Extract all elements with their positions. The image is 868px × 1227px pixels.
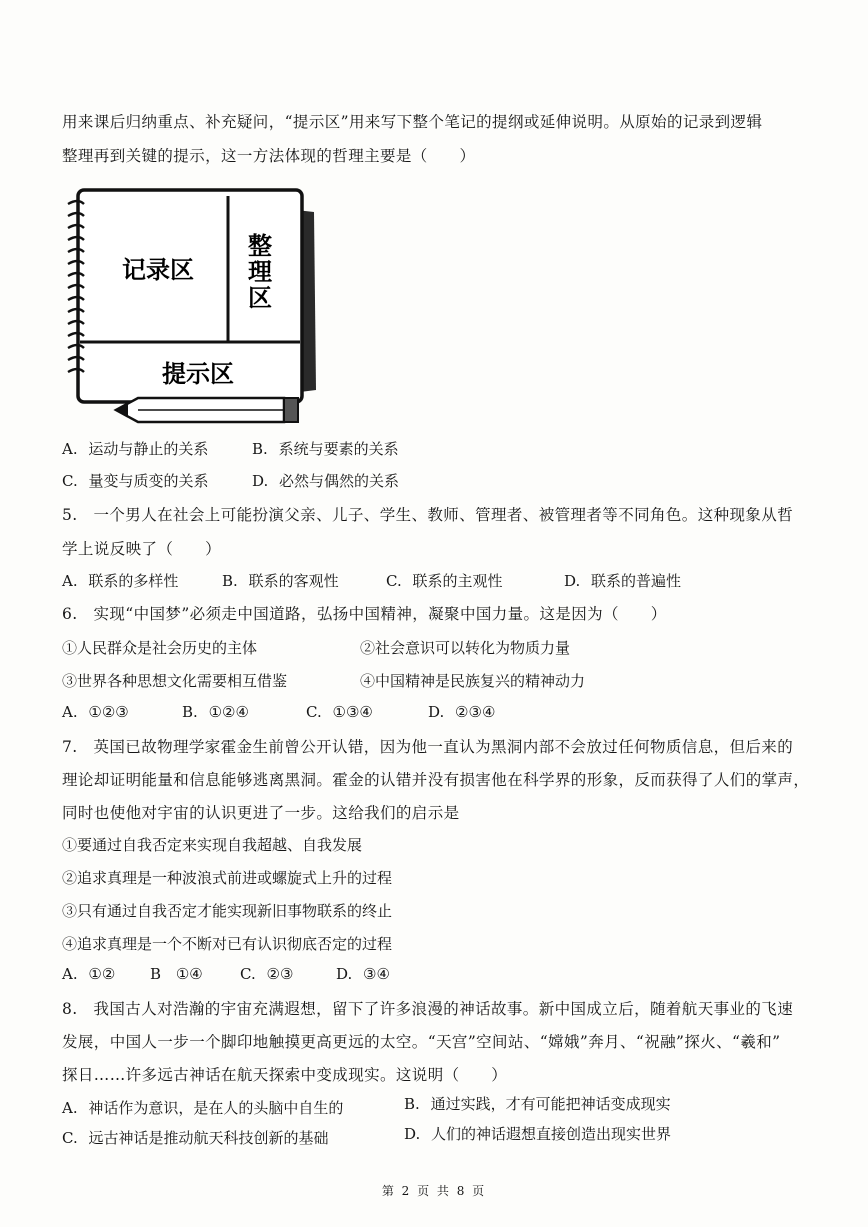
q4-option-b[interactable] — [252, 438, 399, 459]
q7-option-d[interactable] — [336, 965, 390, 983]
q6-option-d-text: ②③④ — [455, 703, 496, 721]
q5-option-a-text: 联系的多样性 — [88, 572, 179, 590]
page-footer: 第 2 页 共 8 页 — [381, 1184, 487, 1198]
intro-line-2: 整理再到关键的提示，这一方法体现的哲理主要是（ ） — [62, 147, 476, 165]
q4-option-b-text: 系统与要素的关系 — [278, 440, 399, 458]
q8-stem-line-3: 探日……许多远古神话在航天探索中变成现实。这说明（ ） — [62, 1066, 508, 1084]
q8-option-a-letter: A. — [62, 1099, 78, 1117]
q6-option-b-text: ①②④ — [208, 703, 249, 721]
q8-stem-line-2: 发展，中国人一步一个脚印地触摸更高更远的太空。“天宫”空间站、“嫦娥”奔月、“祝融”探火、“羲和” — [62, 1033, 781, 1051]
q4-option-b-letter: B. — [252, 440, 268, 458]
q5-option-d-text: 联系的普遍性 — [591, 572, 682, 590]
q6-stem-line-1: 6. 实现“中国梦”必须走中国道路，弘扬中国精神，凝聚中国力量。这是因为（ ） — [62, 605, 667, 623]
q7-item-3: ③只有通过自我否定才能实现新旧事物联系的终止 — [62, 902, 393, 920]
cornell-notebook-figure — [58, 182, 326, 428]
q7-item-2: ②追求真理是一种波浪式前进或螺旋式上升的过程 — [62, 869, 393, 887]
q7-option-d-text: ③④ — [363, 965, 390, 983]
q5-option-c-letter: C. — [386, 572, 402, 590]
q7-option-d-letter: D. — [336, 965, 353, 983]
q6-item-3: ③世界各种思想文化需要相互借鉴 — [62, 672, 288, 690]
q7-stem-line-2: 理论却证明能量和信息能够逃离黑洞。霍金的认错并没有损害他在科学界的形象，反而获得了人们的掌声， — [62, 771, 810, 789]
q5-stem-line-2: 学上说反映了（ ） — [62, 540, 222, 558]
q7-option-a-text: ①② — [88, 965, 116, 983]
q5-option-a[interactable] — [62, 570, 178, 591]
q5-option-d-letter: D. — [564, 572, 581, 590]
q7-option-a[interactable] — [62, 965, 115, 983]
q4-option-c-letter: C. — [62, 472, 78, 490]
q5-option-d[interactable] — [564, 570, 681, 591]
q7-item-4: ④追求真理是一个不断对已有认识彻底否定的过程 — [62, 935, 393, 953]
q4-option-c-text: 量变与质变的关系 — [88, 472, 209, 490]
q7-option-c-letter: C. — [240, 965, 256, 983]
q7-option-a-letter: A. — [62, 965, 78, 983]
q8-option-c-letter: C. — [62, 1129, 78, 1147]
q4-option-c[interactable] — [62, 470, 209, 491]
q6-option-a-text: ①②③ — [88, 703, 129, 721]
q4-option-d-text: 必然与偶然的关系 — [279, 472, 400, 490]
q6-option-d-letter: D. — [428, 703, 445, 721]
q6-option-a-letter: A. — [62, 703, 78, 721]
q6-option-c-letter: C. — [306, 703, 322, 721]
q4-option-a-text: 运动与静止的关系 — [88, 440, 209, 458]
hint-area-label: 提示区 — [162, 360, 234, 388]
q5-option-b-text: 联系的客观性 — [248, 572, 339, 590]
q7-option-b[interactable] — [150, 965, 203, 983]
q8-stem-line-1: 8. 我国古人对浩瀚的宇宙充满遐想，留下了许多浪漫的神话故事。新中国成立后，随着航天事业的飞速 — [62, 1000, 794, 1018]
q6-item-1: ①人民群众是社会历史的主体 — [62, 639, 258, 657]
q5-option-a-letter: A. — [62, 572, 78, 590]
q7-option-c[interactable] — [240, 965, 293, 983]
q7-item-1: ①要通过自我否定来实现自我超越、自我发展 — [62, 836, 363, 854]
organize-area-char-3: 区 — [248, 284, 272, 312]
q8-option-d-text: 人们的神话遐想直接创造出现实世界 — [431, 1125, 672, 1143]
q6-option-c-text: ①③④ — [332, 703, 373, 721]
q8-option-b-letter: B. — [404, 1095, 420, 1113]
q8-option-c[interactable] — [62, 1127, 329, 1148]
spiral-binding — [68, 201, 84, 372]
q8-option-a-text: 神话作为意识，是在人的头脑中自生的 — [88, 1099, 344, 1117]
q6-item-4: ④中国精神是民族复兴的精神动力 — [360, 672, 586, 690]
q8-option-b[interactable] — [404, 1093, 671, 1114]
q5-stem-line-1: 5. 一个男人在社会上可能扮演父亲、儿子、学生、教师、管理者、被管理者等不同角色。这种现象从哲 — [62, 506, 794, 524]
q6-option-a[interactable] — [62, 703, 129, 721]
organize-area-char-2: 理 — [248, 258, 272, 286]
q8-option-d-letter: D. — [404, 1125, 421, 1143]
q7-option-b-letter: B — [150, 965, 162, 983]
q5-option-b[interactable] — [222, 570, 339, 591]
q8-option-a[interactable] — [62, 1097, 343, 1118]
q8-option-d[interactable] — [404, 1123, 671, 1144]
organize-area-char-1: 整 — [248, 232, 272, 260]
q6-option-b-letter: B. — [182, 703, 198, 721]
intro-line-1: 用来课后归纳重点、补充疑问，“提示区”用来写下整个笔记的提纲或延伸说明。从原始的记录到逻辑 — [62, 113, 763, 131]
record-area-label: 记录区 — [122, 256, 194, 284]
q8-option-b-text: 通过实践，才有可能把神话变成现实 — [430, 1095, 671, 1113]
q7-option-b-text: ①④ — [175, 965, 203, 983]
q8-option-c-text: 远古神话是推动航天科技创新的基础 — [88, 1129, 329, 1147]
q6-option-c[interactable] — [306, 703, 373, 721]
q4-option-a-letter: A. — [62, 440, 78, 458]
q4-option-a[interactable] — [62, 438, 208, 459]
q7-stem-line-1: 7. 英国已故物理学家霍金生前曾公开认错，因为他一直认为黑洞内部不会放过任何物质信息，但后来的 — [62, 738, 794, 756]
q5-option-c-text: 联系的主观性 — [412, 572, 503, 590]
q5-option-b-letter: B. — [222, 572, 238, 590]
pencil-icon — [116, 398, 298, 422]
q5-option-c[interactable] — [386, 570, 503, 591]
q6-option-d[interactable] — [428, 703, 495, 721]
q7-stem-line-3: 同时也使他对宇宙的认识更进了一步。这给我们的启示是 — [62, 804, 460, 822]
q6-option-b[interactable] — [182, 703, 249, 721]
q4-option-d-letter: D. — [252, 472, 269, 490]
q7-option-c-text: ②③ — [266, 965, 294, 983]
q4-option-d[interactable] — [252, 470, 399, 491]
q6-item-2: ②社会意识可以转化为物质力量 — [360, 639, 571, 657]
